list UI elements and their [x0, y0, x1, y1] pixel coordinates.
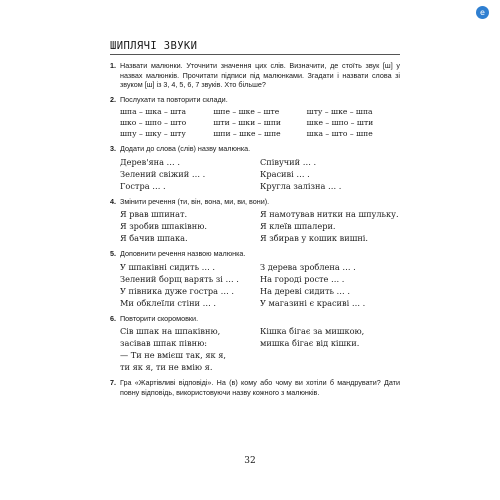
- workbook-page: [110, 40, 400, 402]
- task-instruction: Змінити речення (ти, він, вона, ми, ви, вони).: [120, 196, 270, 206]
- task-instruction: Доповнити речення назвою малюнка.: [120, 249, 246, 258]
- task-instruction: Гра «Жартівливі відповіді». На (в) кому або чому ви хотіли б мандрувати? Дати повну відповідь, використовуючи назву кожного з малюнків.: [120, 378, 400, 397]
- exercise-line: мишка бігає від кішки.: [260, 338, 360, 348]
- syllable-row: шти – шки – шпи: [213, 118, 281, 127]
- exercise-line: Сів шпак на шпаківню,: [120, 326, 221, 336]
- task-number: 4.: [110, 196, 116, 206]
- exercise-items: [120, 156, 400, 192]
- task-number: 6.: [110, 313, 116, 323]
- exercise-line: Кішка бігає за мишкою,: [260, 326, 365, 336]
- exercise-column: [260, 156, 400, 192]
- syllable-row: шка – што – шпе: [306, 129, 373, 138]
- task-6: [110, 314, 400, 374]
- exercise-line: Співучий … .: [260, 156, 317, 167]
- task-instruction: Повторити скоромовки.: [120, 313, 199, 323]
- exercise-column: [120, 208, 260, 244]
- task-3: [110, 144, 400, 192]
- syllable-column: [307, 106, 400, 139]
- syllable-row: шко – шпо – што: [120, 118, 187, 127]
- task-7: [110, 378, 400, 397]
- publisher-logo-icon: e: [476, 6, 489, 19]
- syllable-row: шпи – шке – шпе: [213, 129, 281, 138]
- exercise-column: [260, 208, 400, 244]
- exercise-line: На дереві сидить … .: [260, 285, 350, 296]
- exercise-line: У шпаківні сидить … .: [120, 261, 216, 272]
- task-number: 5.: [110, 249, 116, 258]
- syllable-column: [120, 106, 213, 139]
- exercise-line: Я рвав шпинат.: [120, 209, 188, 219]
- page-number: 32: [244, 456, 256, 466]
- exercise-column: [260, 261, 400, 309]
- exercise-items: [120, 261, 400, 309]
- exercise-line: Зелений борщ варять зі … .: [120, 273, 239, 284]
- syllable-table: [120, 106, 400, 139]
- task-instruction: Додати до слова (слів) назву малюнка.: [120, 144, 251, 153]
- exercise-line: Красиві … .: [260, 168, 310, 179]
- task-4: [110, 197, 400, 245]
- syllable-row: шту – шке – шпа: [306, 107, 373, 116]
- tongue-twisters: [120, 325, 400, 373]
- task-instruction: Назвати малюнки. Уточнити значення цих слів. Визначити, де стоїть звук [ш] у назвах малюнків. Прочитати підписи під малюнками. Згадати і назвати слова зі звуком [ш] із 3, 4, 5, 6, 7 звуків. Хто більше?: [120, 61, 400, 89]
- exercise-line: Я клеїв шпалери.: [260, 221, 336, 231]
- syllable-row: шпу – шку – шту: [120, 129, 186, 138]
- exercise-line: У магазині є красиві … .: [260, 297, 366, 308]
- task-2: [110, 95, 400, 140]
- task-instruction: Послухати та повторити склади.: [120, 94, 228, 104]
- syllable-column: [213, 106, 306, 139]
- exercise-line: Я бачив шпака.: [120, 233, 188, 243]
- exercise-line: Ми обклеїли стіни … .: [120, 297, 216, 308]
- exercise-items: [120, 208, 400, 244]
- exercise-line: Гостра … .: [120, 180, 166, 191]
- exercise-line: Я зробив шпаківню.: [120, 221, 207, 231]
- syllable-row: шке – шпо – шти: [306, 118, 374, 127]
- exercise-line: Зелений свіжий … .: [120, 168, 206, 179]
- exercise-line: — Ти не вмієш так, як я,: [120, 350, 226, 360]
- task-number: 1.: [110, 61, 116, 70]
- tongue-twister: [260, 325, 400, 373]
- syllable-row: шпе – шке – ште: [213, 107, 280, 116]
- task-number: 7.: [110, 378, 116, 387]
- exercise-line: Я збирав у кошик вишні.: [260, 233, 369, 243]
- exercise-line: З дерева зроблена … .: [260, 261, 356, 272]
- tongue-twister: [120, 325, 260, 373]
- exercise-line: У півника дуже гостра … .: [120, 285, 235, 296]
- task-1: [110, 61, 400, 90]
- exercise-line: Я намотував нитки на шпульку.: [260, 209, 399, 219]
- exercise-column: [120, 156, 260, 192]
- section-title: ШИПЛЯЧІ ЗВУКИ: [110, 40, 400, 55]
- syllable-row: шпа – шка – шта: [120, 107, 187, 116]
- task-number: 2.: [110, 94, 116, 104]
- exercise-line: Кругла залізна … .: [260, 180, 342, 191]
- task-5: [110, 249, 400, 309]
- exercise-line: На городі росте … .: [260, 273, 345, 284]
- exercise-line: засівав шпак півню:: [120, 338, 207, 348]
- exercise-line: ти як я, ти не вмію я.: [120, 362, 213, 372]
- exercise-column: [120, 261, 260, 309]
- exercise-line: Дерев'яна … .: [120, 156, 180, 167]
- task-number: 3.: [110, 144, 116, 153]
